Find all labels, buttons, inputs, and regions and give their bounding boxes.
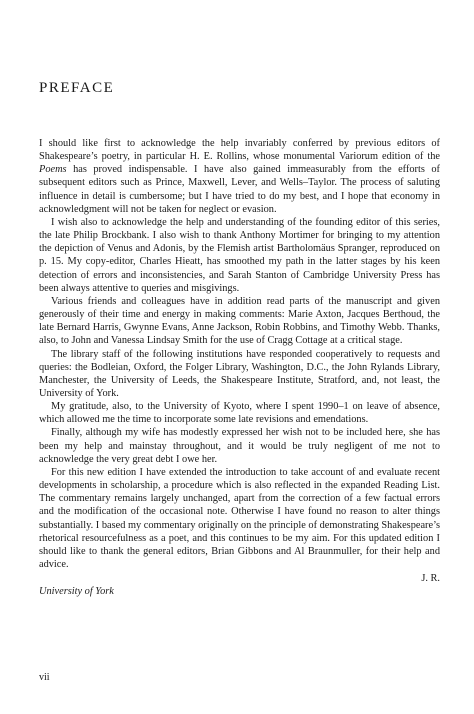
paragraph-3: Various friends and colleagues have in addition read parts of the manuscript and given generously of their time and energy in making comments: Marie Axton, Jacques Berthoud, the late Bernard Harris, Gwynne Evans, Anne Jackson, Robin Robbins, and Timothy Webb. Thanks, also, to John and Vanessa Lindsay Smith for the use of Cragg Cottage at a critical stage. xyxy=(39,295,440,347)
preface-body xyxy=(39,137,440,598)
author-initials: J. R. xyxy=(421,573,440,585)
page-number: vii xyxy=(39,672,50,683)
poems-title-italic: Poems xyxy=(39,164,67,176)
paragraph-7: For this new edition I have extended the introduction to take account of and evaluate recent developments in scholarship, a procedure which is also reflected in the expanded Reading List. The commentary remains largely unchanged, apart from the correction of a few factual errors and the modification of the occasional note. Otherwise I have found no reason to alter things substantially. I based my commentary originally on the principle of demonstrating Shakespeare’s rhetorical resourcefulness as a poet, and this continues to be my aim. For this updated edition I should like to thank the general editors, Brian Gibbons and Al Braunmuller, for their help and advice. xyxy=(39,466,440,570)
paragraph-4: The library staff of the following institutions have responded cooperatively to requests and queries: the Bodleian, Oxford, the Folger Library, Washington, D.C., the John Rylands Library, Manchester, the University of Leeds, the Shakespeare Institute, Stratford, and, not least, the University of York. xyxy=(39,348,440,399)
paragraph-1-text-cont: has proved indispensable. I have also gained immeasurably from the efforts of subsequent editors such as Prince, Maxwell, Lever, and Wells–Taylor. The process of saluting influence in detail is cumbersome; but I have tried to do my best, and I hope that economy in acknowledgment will not be taken for neglect or evasion. xyxy=(39,164,440,215)
author-affiliation: University of York xyxy=(39,586,114,598)
paragraph-1 xyxy=(39,137,440,216)
page-title: PREFACE xyxy=(39,80,115,96)
paragraph-6: Finally, although my wife has modestly expressed her wish not to be included here, she has been my help and mainstay throughout, and it would be truly negligent of me not to acknowledge the very great debt I owe her. xyxy=(39,427,440,465)
paragraph-5: My gratitude, also, to the University of Kyoto, where I spent 1990–1 on leave of absence, which allowed me the time to incorporate some late revisions and emendations. xyxy=(39,401,440,426)
paragraph-1-text: I should like first to acknowledge the help invariably conferred by previous editors of Shakespeare’s poetry, in particular H. E. Rollins, whose monumental Variorum edition of the xyxy=(39,138,440,163)
paragraph-2: I wish also to acknowledge the help and understanding of the founding editor of this series, the late Philip Brockbank. I also wish to thank Anthony Mortimer for bringing to my attention the depiction of Venus and Adonis, by the Flemish artist Bartholomäus Spranger, reproduced on p. 15. My copy-editor, Charles Hieatt, has smoothed my path in the latter stages by his keen detection of errors and inconsistencies, and Sarah Stanton of Cambridge University Press has been always attentive to queries and misgivings. xyxy=(39,216,440,294)
